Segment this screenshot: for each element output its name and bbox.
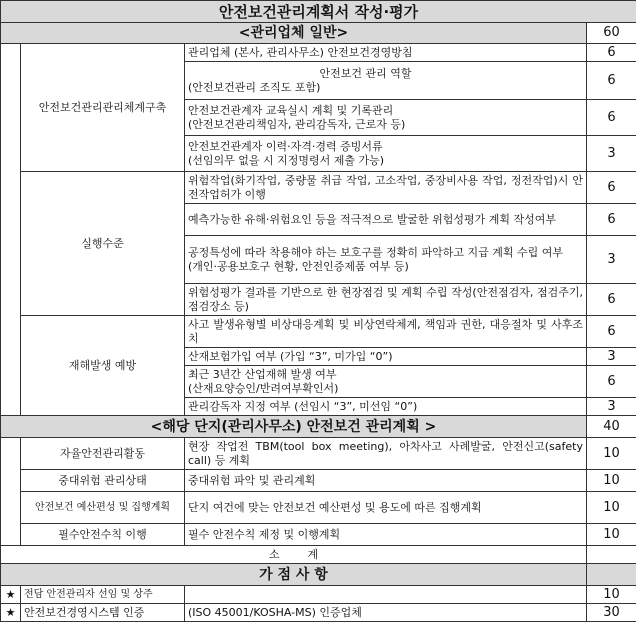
item-text: 위험성평가 결과를 기반으로 한 현장점검 및 계획 수립 작성(안전점검자, 점검주기, 점검장소 등) bbox=[185, 284, 587, 316]
item-text: 사고 발생유형별 비상대응계획 및 비상연락체계, 책임과 권한, 대응절차 및 사후조치 bbox=[185, 316, 587, 348]
item-text bbox=[185, 62, 587, 100]
item-score: 3 bbox=[587, 348, 636, 366]
general-section-header: <관리업체 일반> bbox=[1, 23, 587, 44]
item-score: 6 bbox=[587, 62, 636, 100]
left-margin-cell bbox=[1, 438, 21, 546]
category-label: 실행수준 bbox=[21, 172, 185, 316]
category-label: 재해발생 예방 bbox=[21, 316, 185, 416]
item-line: 공정특성에 따라 착용해야 하는 보호구를 정확히 파악하고 지급 계획 수립 여부 bbox=[188, 245, 563, 259]
general-section-score: 60 bbox=[587, 23, 636, 44]
category-label: 안전보건관리관리체계구축 bbox=[21, 44, 185, 172]
item-line: (산재요양승인/반려여부확인서) bbox=[188, 381, 339, 395]
item-text: 예측가능한 유해·위험요인 등을 적극적으로 발굴한 위험성평가 계획 작성여부 bbox=[185, 204, 587, 236]
item-score: 10 bbox=[587, 524, 636, 546]
item-line: 최근 3년간 산업재해 발생 여부 bbox=[188, 367, 337, 381]
subtotal-label: 소 계 bbox=[1, 546, 587, 564]
item-line: 안전보건관계자 이력·자격·경력 증빙서류 bbox=[188, 139, 383, 153]
bonus-section-header: 가 점 사 항 bbox=[1, 564, 587, 586]
item-text: 관리감독자 지정 여부 (선임시 “3”, 미선임 “0”) bbox=[185, 398, 587, 416]
item-text: 중대위험 파악 및 관리계획 bbox=[185, 470, 587, 492]
item-score: 10 bbox=[587, 492, 636, 524]
item-score: 3 bbox=[587, 398, 636, 416]
item-score: 6 bbox=[587, 316, 636, 348]
category-label: 중대위험 관리상태 bbox=[21, 470, 185, 492]
item-text: 산재보험가입 여부 (가입 “3”, 미가입 “0”) bbox=[185, 348, 587, 366]
item-score: 6 bbox=[587, 172, 636, 204]
item-text: 현장 작업전 TBM(tool box meeting), 아차사고 사례발굴, 안전신고(safety call) 등 계획 bbox=[185, 438, 587, 470]
item-score: 3 bbox=[587, 236, 636, 284]
item-text: 필수 안전수칙 제정 및 이행계획 bbox=[185, 524, 587, 546]
item-text bbox=[185, 236, 587, 284]
category-label: 필수안전수칙 이행 bbox=[21, 524, 185, 546]
item-text bbox=[185, 586, 587, 604]
site-section-header: <해당 단지(관리사무소) 안전보건 관리계획 > bbox=[1, 416, 587, 438]
item-line: (안전보건관리 조직도 포함) bbox=[188, 80, 321, 94]
page-title: 안전보건관리계획서 작성·평가 bbox=[1, 1, 636, 23]
item-score: 6 bbox=[587, 284, 636, 316]
item-line: (안전보건관리책임자, 관리감독자, 근로자 등) bbox=[188, 117, 406, 131]
item-score: 6 bbox=[587, 44, 636, 62]
bonus-header-score bbox=[587, 564, 636, 586]
item-text: 위험작업(화기작업, 중량물 취급 작업, 고소작업, 중장비사용 작업, 정전작업)시 안전작업허가 이행 bbox=[185, 172, 587, 204]
category-label: 자율안전관리활동 bbox=[21, 438, 185, 470]
item-text: 관리업체 (본사, 관리사무소) 안전보건경영방침 bbox=[185, 44, 587, 62]
item-line: 안전보건 관리 역할 bbox=[319, 66, 412, 80]
item-line: 안전보건관계자 교육실시 계획 및 기록관리 bbox=[188, 103, 394, 117]
item-score: 6 bbox=[587, 204, 636, 236]
item-text bbox=[185, 136, 587, 172]
item-text: 단지 여건에 맞는 안전보건 예산편성 및 용도에 따른 집행계획 bbox=[185, 492, 587, 524]
category-label: 안전보건경영시스템 인증 bbox=[21, 604, 185, 622]
item-score: 3 bbox=[587, 136, 636, 172]
star-icon: ★ bbox=[1, 604, 21, 622]
item-score: 10 bbox=[587, 438, 636, 470]
item-score: 30 bbox=[587, 604, 636, 622]
item-score: 10 bbox=[587, 470, 636, 492]
item-text bbox=[185, 100, 587, 136]
left-margin-cell bbox=[1, 44, 21, 416]
item-line: (선임의무 없을 시 지정명령서 제출 가능) bbox=[188, 153, 385, 167]
category-label: 안전보건 예산편성 및 집행계획 bbox=[21, 492, 185, 524]
item-score: 6 bbox=[587, 366, 636, 398]
item-score: 6 bbox=[587, 100, 636, 136]
item-text bbox=[185, 366, 587, 398]
item-line: (개인·공용보호구 현황, 안전인증제품 여부 등) bbox=[188, 259, 409, 273]
category-label: 전담 안전관리자 선임 및 상주 bbox=[21, 586, 185, 604]
item-text: (ISO 45001/KOSHA-MS) 인증업체 bbox=[185, 604, 587, 622]
star-icon: ★ bbox=[1, 586, 21, 604]
subtotal-score bbox=[587, 546, 636, 564]
item-score: 10 bbox=[587, 586, 636, 604]
site-section-score: 40 bbox=[587, 416, 636, 438]
